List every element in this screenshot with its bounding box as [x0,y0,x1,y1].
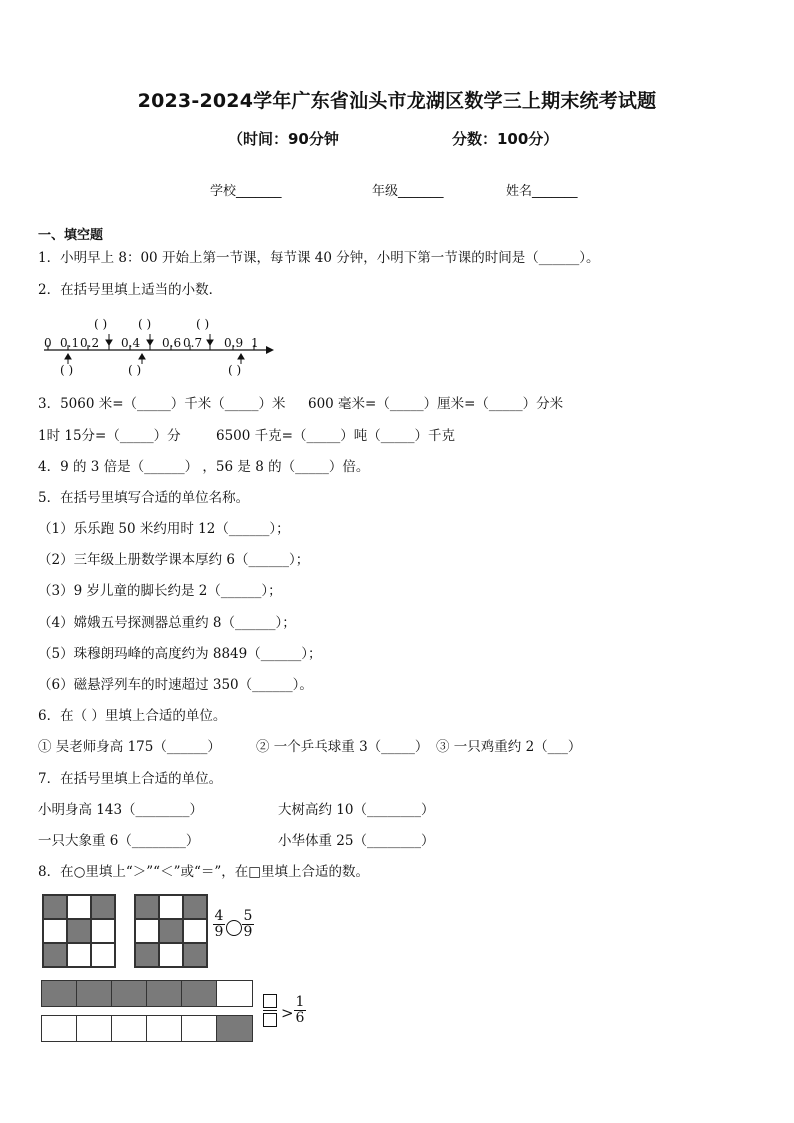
school-field: 学校_______ [210,184,282,199]
bar-five-sixths [41,980,253,1007]
question-5-item: （2）三年级上册数学课本厚约 6（______）； [38,552,310,568]
greater-than-sign: > [281,1004,294,1022]
question-3b: 600 毫米=（_____）厘米=（_____）分米 [308,396,564,412]
fraction-4-9: 4 9 [214,908,224,940]
tick-label: 1 [251,336,259,350]
blank-bottom: ( ) [60,363,74,377]
tick-label: 0 [44,336,52,350]
grid-four-ninths [42,894,116,968]
number-line [38,312,278,378]
question-3a: 3．5060 米=（_____）千米（_____）米 [38,396,286,412]
question-6: 6．在（ ）里填上合适的单位。 [38,708,227,724]
question-5-item: （5）珠穆朗玛峰的高度约为 8849（______）； [38,646,322,662]
question-1: 1．小明早上 8：00 开始上第一节课，每节课 40 分钟，小明下第一节课的时间是（______）。 [38,250,600,266]
tick-label: 0.9 [224,336,244,350]
tick-label: 0.7 [183,336,203,350]
question-2: 2．在括号里填上适当的小数． [38,282,223,298]
tick-label: 0.6 [162,336,182,350]
bar-one-sixth [41,1015,253,1042]
blank-bottom: ( ) [228,363,242,377]
question-7-item: 小明身高 143（________） [38,802,204,818]
grid-five-ninths [134,894,208,968]
exam-time: （时间：90分钟 [228,130,339,148]
exam-score: 分数：100分） [452,130,559,148]
numerator-box [263,994,277,1008]
question-5-item: （1）乐乐跑 50 米约用时 12（______）； [38,521,290,537]
name-field: 姓名_______ [506,184,578,199]
question-6-b: ② 一个乒乓球重 3（_____） [256,739,429,755]
compare-circle[interactable] [226,920,242,936]
page-title: 2023-2024学年广东省汕头市龙湖区数学三上期末统考试题 [137,90,657,112]
tick-label: 0.2 [80,336,100,350]
question-6-a: ① 吴老师身高 175（______） [38,739,221,755]
question-7-item: 小华体重 25（________） [278,833,435,849]
grade-field: 年级_______ [372,184,444,199]
blank-bottom: ( ) [128,363,142,377]
blank-top: ( ) [196,317,210,331]
question-8: 8．在○里填上“＞”“＜”或“＝”，在□里填上合适的数。 [38,864,370,880]
question-6-c: ③ 一只鸡重约 2（___） [436,739,582,755]
fraction-1-6: 1 6 [295,994,305,1026]
question-4: 4．9 的 3 倍是（______） ，56 是 8 的（_____）倍。 [38,459,370,475]
question-5: 5．在括号里填写合适的单位名称。 [38,490,250,506]
question-3c: 1时 15分=（_____）分 [38,428,181,444]
question-7-item: 大树高约 10（________） [278,802,435,818]
tick-label: 0.1 [60,336,80,350]
blank-top: ( ) [94,317,108,331]
question-7: 7．在括号里填上合适的单位。 [38,771,223,787]
denominator-box [263,1013,277,1027]
question-5-item: （3）9 岁儿童的脚长约是 2（______）； [38,583,282,599]
question-3d: 6500 千克=（_____）吨（_____）千克 [216,428,455,444]
blank-top: ( ) [138,317,152,331]
tick-label: 0.4 [121,336,141,350]
question-5-item: （4）嫦娥五号探测器总重约 8（______）； [38,615,296,631]
question-7-item: 一只大象重 6（________） [38,833,200,849]
fraction-5-9: 5 9 [243,908,253,940]
question-5-item: （6）磁悬浮列车的时速超过 350（______）。 [38,677,313,693]
fraction-blank[interactable] [263,994,277,1027]
section-heading: 一、填空题 [38,228,104,243]
